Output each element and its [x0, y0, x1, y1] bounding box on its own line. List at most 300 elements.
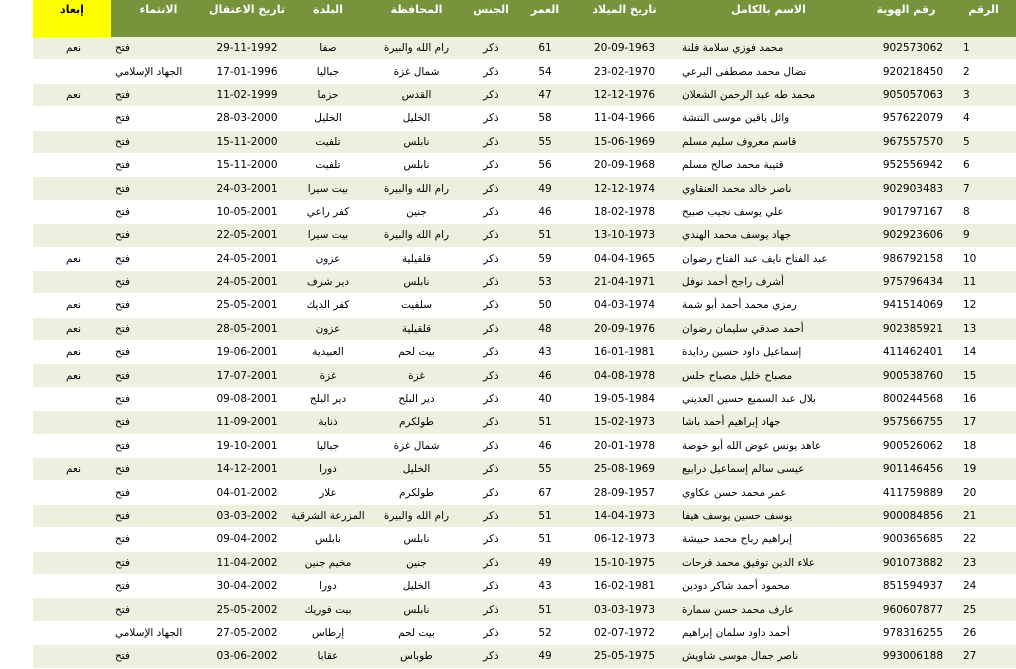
header-town[interactable]: البلدة — [288, 0, 368, 37]
table-row[interactable] — [33, 574, 1016, 597]
cell-arrest-date[interactable]: 15-11-2000 — [206, 153, 288, 176]
cell-age[interactable]: 58 — [517, 107, 573, 130]
cell-age[interactable]: 67 — [517, 481, 573, 504]
cell-arrest-date[interactable]: 19-10-2001 — [206, 434, 288, 457]
cell-deported[interactable] — [33, 551, 111, 574]
cell-id[interactable]: 986792158 — [861, 247, 951, 270]
cell-town[interactable]: كفر الديك — [288, 294, 368, 317]
cell-affiliation[interactable]: فتح — [111, 37, 206, 60]
cell-dob[interactable]: 06-12-1973 — [573, 528, 676, 551]
cell-dob[interactable]: 20-09-1968 — [573, 153, 676, 176]
cell-arrest-date[interactable]: 11-09-2001 — [206, 411, 288, 434]
cell-gender[interactable]: ذكر — [465, 528, 517, 551]
table-row[interactable] — [33, 434, 1016, 457]
cell-arrest-date[interactable]: 28-05-2001 — [206, 317, 288, 340]
cell-affiliation[interactable]: فتح — [111, 551, 206, 574]
cell-age[interactable]: 43 — [517, 341, 573, 364]
cell-name[interactable]: عبد الفتاح نايف عبد الفتاح رضوان — [676, 247, 861, 270]
cell-affiliation[interactable]: فتح — [111, 341, 206, 364]
cell-id[interactable]: 851594937 — [861, 574, 951, 597]
cell-arrest-date[interactable]: 28-03-2000 — [206, 107, 288, 130]
cell-age[interactable]: 46 — [517, 364, 573, 387]
cell-deported[interactable]: نعم — [33, 247, 111, 270]
cell-arrest-date[interactable]: 03-06-2002 — [206, 645, 288, 668]
cell-id[interactable]: 901797167 — [861, 200, 951, 223]
cell-age[interactable]: 48 — [517, 317, 573, 340]
cell-deported[interactable] — [33, 574, 111, 597]
cell-dob[interactable]: 11-04-1966 — [573, 107, 676, 130]
cell-num[interactable]: 24 — [951, 574, 1016, 597]
cell-governorate[interactable]: الخليل — [368, 574, 465, 597]
cell-id[interactable]: 978316255 — [861, 621, 951, 644]
cell-name[interactable]: محمد فوزي سلامة فلنة — [676, 37, 861, 60]
cell-name[interactable]: محمود أحمد شاكر دودين — [676, 574, 861, 597]
cell-age[interactable]: 51 — [517, 598, 573, 621]
cell-id[interactable]: 800244568 — [861, 387, 951, 410]
cell-governorate[interactable]: بيت لحم — [368, 621, 465, 644]
cell-governorate[interactable]: نابلس — [368, 528, 465, 551]
cell-gender[interactable]: ذكر — [465, 458, 517, 481]
cell-governorate[interactable]: قلقيلية — [368, 247, 465, 270]
table-row[interactable] — [33, 364, 1016, 387]
cell-gender[interactable]: ذكر — [465, 434, 517, 457]
cell-dob[interactable]: 04-03-1974 — [573, 294, 676, 317]
cell-id[interactable]: 960607877 — [861, 598, 951, 621]
cell-affiliation[interactable]: فتح — [111, 294, 206, 317]
cell-deported[interactable] — [33, 270, 111, 293]
cell-arrest-date[interactable]: 27-05-2002 — [206, 621, 288, 644]
cell-affiliation[interactable]: فتح — [111, 83, 206, 106]
cell-town[interactable]: ذنابة — [288, 411, 368, 434]
cell-gender[interactable]: ذكر — [465, 107, 517, 130]
cell-gender[interactable]: ذكر — [465, 294, 517, 317]
cell-dob[interactable]: 23-02-1970 — [573, 60, 676, 83]
table-row[interactable] — [33, 458, 1016, 481]
cell-id[interactable]: 900538760 — [861, 364, 951, 387]
cell-affiliation[interactable]: فتح — [111, 153, 206, 176]
cell-gender[interactable]: ذكر — [465, 341, 517, 364]
table-row[interactable] — [33, 341, 1016, 364]
header-name[interactable]: الاسم بالكامل — [676, 0, 861, 37]
cell-arrest-date[interactable]: 29-11-1992 — [206, 37, 288, 60]
cell-town[interactable]: نابلس — [288, 528, 368, 551]
cell-affiliation[interactable]: فتح — [111, 364, 206, 387]
header-num[interactable]: الرقم — [951, 0, 1016, 37]
table-row[interactable] — [33, 528, 1016, 551]
cell-town[interactable]: حزما — [288, 83, 368, 106]
cell-deported[interactable]: نعم — [33, 458, 111, 481]
table-row[interactable] — [33, 224, 1016, 247]
cell-name[interactable]: يوسف حسين يوسف هيفا — [676, 504, 861, 527]
cell-governorate[interactable]: شمال غزة — [368, 60, 465, 83]
header-age[interactable]: العمر — [517, 0, 573, 37]
cell-deported[interactable] — [33, 177, 111, 200]
cell-arrest-date[interactable]: 24-03-2001 — [206, 177, 288, 200]
cell-gender[interactable]: ذكر — [465, 130, 517, 153]
cell-age[interactable]: 55 — [517, 458, 573, 481]
cell-gender[interactable]: ذكر — [465, 387, 517, 410]
cell-dob[interactable]: 12-12-1974 — [573, 177, 676, 200]
cell-deported[interactable]: نعم — [33, 37, 111, 60]
cell-name[interactable]: مصباح خليل مصباح حلس — [676, 364, 861, 387]
cell-dob[interactable]: 25-05-1975 — [573, 645, 676, 668]
cell-name[interactable]: أحمد داود سلمان إبراهيم — [676, 621, 861, 644]
table-row[interactable] — [33, 621, 1016, 644]
cell-arrest-date[interactable]: 17-07-2001 — [206, 364, 288, 387]
cell-deported[interactable] — [33, 598, 111, 621]
cell-num[interactable]: 23 — [951, 551, 1016, 574]
cell-name[interactable]: أحمد صدقي سليمان رضوان — [676, 317, 861, 340]
table-row[interactable] — [33, 645, 1016, 668]
cell-town[interactable]: جباليا — [288, 434, 368, 457]
cell-governorate[interactable]: الخليل — [368, 107, 465, 130]
cell-id[interactable]: 957566755 — [861, 411, 951, 434]
cell-num[interactable]: 2 — [951, 60, 1016, 83]
cell-id[interactable]: 905057063 — [861, 83, 951, 106]
cell-affiliation[interactable]: فتح — [111, 247, 206, 270]
cell-name[interactable]: رمزي محمد أحمد أبو شمة — [676, 294, 861, 317]
cell-num[interactable]: 8 — [951, 200, 1016, 223]
cell-name[interactable]: ناصر خالد محمد العنقاوي — [676, 177, 861, 200]
cell-age[interactable]: 50 — [517, 294, 573, 317]
cell-gender[interactable]: ذكر — [465, 621, 517, 644]
cell-age[interactable]: 40 — [517, 387, 573, 410]
cell-arrest-date[interactable]: 24-05-2001 — [206, 270, 288, 293]
cell-num[interactable]: 25 — [951, 598, 1016, 621]
cell-affiliation[interactable]: فتح — [111, 598, 206, 621]
cell-dob[interactable]: 19-05-1984 — [573, 387, 676, 410]
cell-deported[interactable] — [33, 411, 111, 434]
cell-age[interactable]: 49 — [517, 645, 573, 668]
cell-dob[interactable]: 13-10-1973 — [573, 224, 676, 247]
cell-town[interactable]: دورا — [288, 574, 368, 597]
table-row[interactable] — [33, 60, 1016, 83]
cell-gender[interactable]: ذكر — [465, 411, 517, 434]
cell-governorate[interactable]: طولكرم — [368, 411, 465, 434]
cell-affiliation[interactable]: الجهاد الإسلامي — [111, 60, 206, 83]
cell-name[interactable]: ناصر جمال موسى شاويش — [676, 645, 861, 668]
cell-affiliation[interactable]: فتح — [111, 130, 206, 153]
cell-age[interactable]: 43 — [517, 574, 573, 597]
cell-dob[interactable]: 20-01-1978 — [573, 434, 676, 457]
cell-num[interactable]: 17 — [951, 411, 1016, 434]
table-row[interactable] — [33, 481, 1016, 504]
cell-num[interactable]: 26 — [951, 621, 1016, 644]
cell-num[interactable]: 14 — [951, 341, 1016, 364]
cell-num[interactable]: 10 — [951, 247, 1016, 270]
cell-gender[interactable]: ذكر — [465, 317, 517, 340]
cell-id[interactable]: 957622079 — [861, 107, 951, 130]
header-governorate[interactable]: المحافظة — [368, 0, 465, 37]
cell-arrest-date[interactable]: 04-01-2002 — [206, 481, 288, 504]
cell-town[interactable]: المزرعة الشرقية — [288, 504, 368, 527]
table-row[interactable] — [33, 598, 1016, 621]
cell-deported[interactable]: نعم — [33, 294, 111, 317]
cell-id[interactable]: 941514069 — [861, 294, 951, 317]
cell-name[interactable]: محمد طه عبد الرحمن الشعلان — [676, 83, 861, 106]
cell-affiliation[interactable]: فتح — [111, 528, 206, 551]
cell-town[interactable]: دير البلح — [288, 387, 368, 410]
cell-name[interactable]: علي يوسف نجيب صبيح — [676, 200, 861, 223]
cell-town[interactable]: الخليل — [288, 107, 368, 130]
cell-governorate[interactable]: جنين — [368, 200, 465, 223]
cell-arrest-date[interactable]: 25-05-2002 — [206, 598, 288, 621]
cell-dob[interactable]: 15-02-1973 — [573, 411, 676, 434]
cell-dob[interactable]: 15-10-1975 — [573, 551, 676, 574]
cell-age[interactable]: 46 — [517, 434, 573, 457]
cell-name[interactable]: جهاد إبراهيم أحمد باشا — [676, 411, 861, 434]
cell-dob[interactable]: 20-09-1976 — [573, 317, 676, 340]
cell-gender[interactable]: ذكر — [465, 177, 517, 200]
cell-arrest-date[interactable]: 10-05-2001 — [206, 200, 288, 223]
cell-name[interactable]: عاهد يونس عوض الله أبو خوصة — [676, 434, 861, 457]
cell-dob[interactable]: 21-04-1971 — [573, 270, 676, 293]
header-dob[interactable]: تاريخ الميلاد — [573, 0, 676, 37]
cell-deported[interactable] — [33, 107, 111, 130]
cell-governorate[interactable]: شمال غزة — [368, 434, 465, 457]
cell-governorate[interactable]: غزة — [368, 364, 465, 387]
cell-num[interactable]: 20 — [951, 481, 1016, 504]
cell-governorate[interactable]: سلفيت — [368, 294, 465, 317]
cell-arrest-date[interactable]: 09-04-2002 — [206, 528, 288, 551]
cell-town[interactable]: غزة — [288, 364, 368, 387]
cell-age[interactable]: 52 — [517, 621, 573, 644]
cell-age[interactable]: 47 — [517, 83, 573, 106]
cell-id[interactable]: 902573062 — [861, 37, 951, 60]
cell-governorate[interactable]: نابلس — [368, 153, 465, 176]
cell-num[interactable]: 27 — [951, 645, 1016, 668]
cell-dob[interactable]: 15-06-1969 — [573, 130, 676, 153]
cell-town[interactable]: العبيدية — [288, 341, 368, 364]
cell-arrest-date[interactable]: 11-02-1999 — [206, 83, 288, 106]
cell-num[interactable]: 19 — [951, 458, 1016, 481]
cell-affiliation[interactable]: فتح — [111, 317, 206, 340]
table-row[interactable] — [33, 294, 1016, 317]
cell-deported[interactable]: نعم — [33, 83, 111, 106]
cell-town[interactable]: تلفيت — [288, 153, 368, 176]
cell-age[interactable]: 51 — [517, 504, 573, 527]
cell-id[interactable]: 900526062 — [861, 434, 951, 457]
cell-gender[interactable]: ذكر — [465, 247, 517, 270]
table-row[interactable] — [33, 107, 1016, 130]
cell-gender[interactable]: ذكر — [465, 200, 517, 223]
cell-id[interactable]: 901146456 — [861, 458, 951, 481]
cell-governorate[interactable]: نابلس — [368, 270, 465, 293]
cell-town[interactable]: دورا — [288, 458, 368, 481]
cell-name[interactable]: جهاد يوسف محمد الهندي — [676, 224, 861, 247]
cell-town[interactable]: جباليا — [288, 60, 368, 83]
cell-age[interactable]: 56 — [517, 153, 573, 176]
cell-deported[interactable] — [33, 481, 111, 504]
cell-gender[interactable]: ذكر — [465, 504, 517, 527]
cell-gender[interactable]: ذكر — [465, 481, 517, 504]
cell-town[interactable]: صفا — [288, 37, 368, 60]
header-arrest-date[interactable]: تاريخ الاعتقال — [206, 0, 288, 37]
cell-town[interactable]: عزون — [288, 247, 368, 270]
cell-dob[interactable]: 28-09-1957 — [573, 481, 676, 504]
cell-num[interactable]: 5 — [951, 130, 1016, 153]
cell-id[interactable]: 920218450 — [861, 60, 951, 83]
cell-name[interactable]: نضال محمد مصطفى البرعي — [676, 60, 861, 83]
cell-governorate[interactable]: دير البلح — [368, 387, 465, 410]
table-row[interactable] — [33, 411, 1016, 434]
cell-arrest-date[interactable]: 14-12-2001 — [206, 458, 288, 481]
cell-num[interactable]: 1 — [951, 37, 1016, 60]
cell-affiliation[interactable]: فتح — [111, 270, 206, 293]
table-row[interactable] — [33, 551, 1016, 574]
cell-age[interactable]: 46 — [517, 200, 573, 223]
cell-town[interactable]: إرطاس — [288, 621, 368, 644]
cell-deported[interactable]: نعم — [33, 341, 111, 364]
cell-num[interactable]: 4 — [951, 107, 1016, 130]
cell-num[interactable]: 11 — [951, 270, 1016, 293]
cell-governorate[interactable]: طولكرم — [368, 481, 465, 504]
cell-deported[interactable] — [33, 504, 111, 527]
cell-town[interactable]: بيت سيرا — [288, 224, 368, 247]
cell-num[interactable]: 9 — [951, 224, 1016, 247]
table-row[interactable] — [33, 387, 1016, 410]
cell-arrest-date[interactable]: 22-05-2001 — [206, 224, 288, 247]
cell-deported[interactable] — [33, 528, 111, 551]
cell-num[interactable]: 18 — [951, 434, 1016, 457]
cell-id[interactable]: 993006188 — [861, 645, 951, 668]
cell-num[interactable]: 16 — [951, 387, 1016, 410]
cell-age[interactable]: 53 — [517, 270, 573, 293]
cell-affiliation[interactable]: فتح — [111, 458, 206, 481]
cell-dob[interactable]: 16-01-1981 — [573, 341, 676, 364]
cell-age[interactable]: 49 — [517, 551, 573, 574]
cell-deported[interactable] — [33, 621, 111, 644]
cell-dob[interactable]: 12-12-1976 — [573, 83, 676, 106]
cell-town[interactable]: كفر راعي — [288, 200, 368, 223]
cell-num[interactable]: 7 — [951, 177, 1016, 200]
cell-affiliation[interactable]: فتح — [111, 177, 206, 200]
cell-age[interactable]: 59 — [517, 247, 573, 270]
cell-age[interactable]: 51 — [517, 224, 573, 247]
cell-name[interactable]: عارف محمد حسن سمارة — [676, 598, 861, 621]
cell-arrest-date[interactable]: 03-03-2002 — [206, 504, 288, 527]
cell-governorate[interactable]: نابلس — [368, 598, 465, 621]
cell-affiliation[interactable]: فتح — [111, 645, 206, 668]
cell-governorate[interactable]: رام الله والبيرة — [368, 504, 465, 527]
cell-dob[interactable]: 02-07-1972 — [573, 621, 676, 644]
cell-dob[interactable]: 14-04-1973 — [573, 504, 676, 527]
cell-gender[interactable]: ذكر — [465, 224, 517, 247]
cell-dob[interactable]: 04-08-1978 — [573, 364, 676, 387]
cell-deported[interactable] — [33, 200, 111, 223]
cell-gender[interactable]: ذكر — [465, 60, 517, 83]
cell-arrest-date[interactable]: 15-11-2000 — [206, 130, 288, 153]
cell-num[interactable]: 13 — [951, 317, 1016, 340]
cell-governorate[interactable]: قلقيلية — [368, 317, 465, 340]
cell-town[interactable]: عزون — [288, 317, 368, 340]
cell-town[interactable]: دير شرف — [288, 270, 368, 293]
cell-affiliation[interactable]: فتح — [111, 224, 206, 247]
cell-num[interactable]: 12 — [951, 294, 1016, 317]
cell-arrest-date[interactable]: 17-01-1996 — [206, 60, 288, 83]
cell-deported[interactable] — [33, 645, 111, 668]
cell-arrest-date[interactable]: 19-06-2001 — [206, 341, 288, 364]
cell-affiliation[interactable]: فتح — [111, 200, 206, 223]
cell-governorate[interactable]: رام الله والبيرة — [368, 224, 465, 247]
cell-id[interactable]: 902923606 — [861, 224, 951, 247]
cell-name[interactable]: بلال عبد السميع حسين العديني — [676, 387, 861, 410]
header-deported[interactable]: إبعاد — [33, 0, 111, 37]
cell-governorate[interactable]: نابلس — [368, 130, 465, 153]
cell-governorate[interactable]: رام الله والبيرة — [368, 177, 465, 200]
cell-name[interactable]: قتيبة محمد صالح مسلم — [676, 153, 861, 176]
cell-gender[interactable]: ذكر — [465, 364, 517, 387]
table-row[interactable] — [33, 83, 1016, 106]
cell-dob[interactable]: 20-09-1963 — [573, 37, 676, 60]
table-row[interactable] — [33, 153, 1016, 176]
cell-dob[interactable]: 03-03-1973 — [573, 598, 676, 621]
cell-town[interactable]: تلفيت — [288, 130, 368, 153]
cell-deported[interactable] — [33, 130, 111, 153]
cell-deported[interactable] — [33, 153, 111, 176]
cell-governorate[interactable]: بيت لحم — [368, 341, 465, 364]
cell-dob[interactable]: 16-02-1981 — [573, 574, 676, 597]
cell-id[interactable]: 975796434 — [861, 270, 951, 293]
cell-deported[interactable] — [33, 387, 111, 410]
cell-dob[interactable]: 04-04-1965 — [573, 247, 676, 270]
cell-affiliation[interactable]: فتح — [111, 411, 206, 434]
cell-gender[interactable]: ذكر — [465, 574, 517, 597]
cell-arrest-date[interactable]: 25-05-2001 — [206, 294, 288, 317]
cell-governorate[interactable]: الخليل — [368, 458, 465, 481]
cell-governorate[interactable]: طوباس — [368, 645, 465, 668]
cell-name[interactable]: عيسى سالم إسماعيل درابيع — [676, 458, 861, 481]
cell-affiliation[interactable]: فتح — [111, 434, 206, 457]
table-row[interactable] — [33, 504, 1016, 527]
cell-id[interactable]: 900365685 — [861, 528, 951, 551]
cell-affiliation[interactable]: فتح — [111, 481, 206, 504]
cell-affiliation[interactable]: الجهاد الإسلامي — [111, 621, 206, 644]
cell-num[interactable]: 15 — [951, 364, 1016, 387]
cell-id[interactable]: 411759889 — [861, 481, 951, 504]
cell-age[interactable]: 61 — [517, 37, 573, 60]
header-affiliation[interactable]: الانتماء — [111, 0, 206, 37]
table-row[interactable] — [33, 130, 1016, 153]
table-row[interactable] — [33, 270, 1016, 293]
cell-id[interactable]: 900084856 — [861, 504, 951, 527]
cell-gender[interactable]: ذكر — [465, 37, 517, 60]
cell-governorate[interactable]: رام الله والبيرة — [368, 37, 465, 60]
cell-name[interactable]: قاسم معروف سليم مسلم — [676, 130, 861, 153]
cell-affiliation[interactable]: فتح — [111, 504, 206, 527]
cell-town[interactable]: عقابا — [288, 645, 368, 668]
cell-id[interactable]: 902903483 — [861, 177, 951, 200]
cell-town[interactable]: بيت سيرا — [288, 177, 368, 200]
cell-name[interactable]: علاء الدين توفيق محمد فرحات — [676, 551, 861, 574]
table-row[interactable] — [33, 37, 1016, 60]
table-row[interactable] — [33, 247, 1016, 270]
cell-town[interactable]: علار — [288, 481, 368, 504]
cell-num[interactable]: 3 — [951, 83, 1016, 106]
cell-arrest-date[interactable]: 09-08-2001 — [206, 387, 288, 410]
cell-name[interactable]: وائل ياقين موسى النتشة — [676, 107, 861, 130]
cell-id[interactable]: 952556942 — [861, 153, 951, 176]
cell-affiliation[interactable]: فتح — [111, 387, 206, 410]
cell-deported[interactable] — [33, 434, 111, 457]
cell-governorate[interactable]: جنين — [368, 551, 465, 574]
cell-deported[interactable] — [33, 60, 111, 83]
header-gender[interactable]: الجنس — [465, 0, 517, 37]
cell-age[interactable]: 54 — [517, 60, 573, 83]
cell-name[interactable]: إسماعيل داود حسين ردايدة — [676, 341, 861, 364]
cell-affiliation[interactable]: فتح — [111, 574, 206, 597]
cell-id[interactable]: 967557570 — [861, 130, 951, 153]
